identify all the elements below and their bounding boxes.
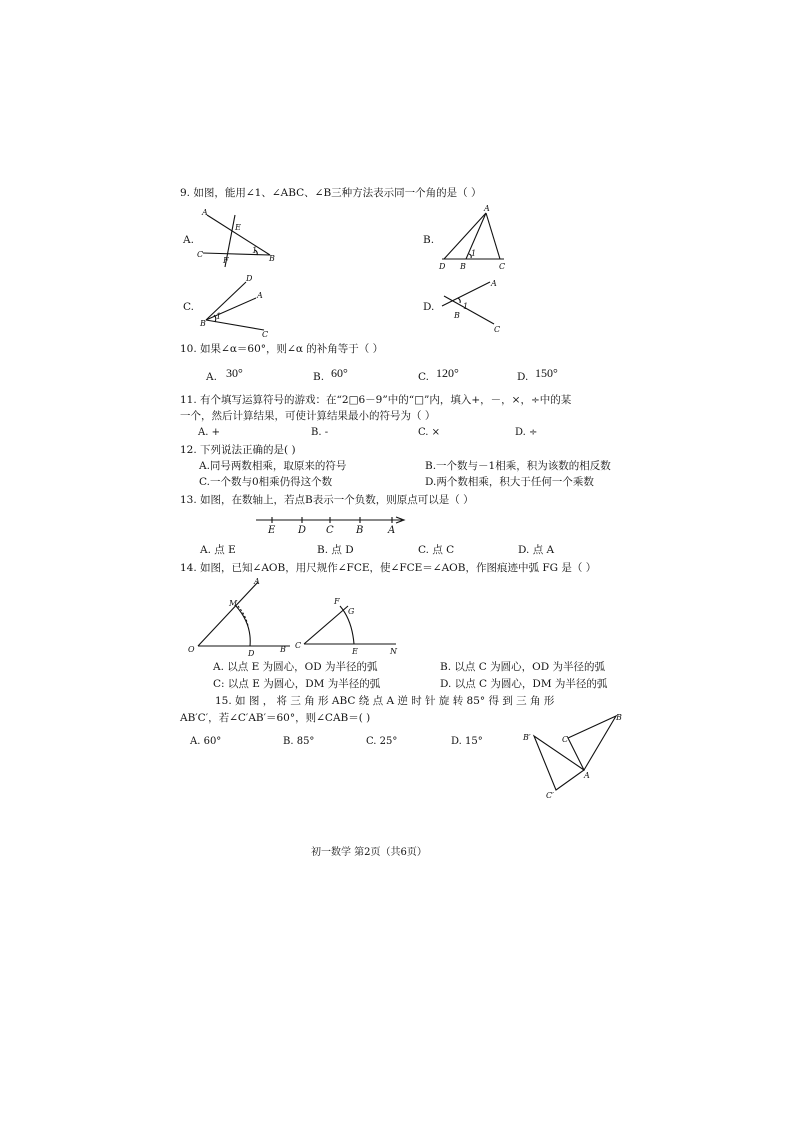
label-d: D <box>248 649 255 658</box>
label-f: F <box>334 597 340 606</box>
label-1: 1 <box>471 249 477 258</box>
q12-option-d: D.两个数相乘，积大于任何一个乘数 <box>425 476 594 488</box>
label-c: C <box>197 250 204 259</box>
page-footer: 初一数学 第2页（共6页） <box>311 847 427 858</box>
q9-stem: 9. 如图，能用∠1、∠ABC、∠B三种方法表示同一个角的是（ ） <box>180 187 482 199</box>
q14-figure-fce <box>292 592 402 658</box>
q10-option-c: C. <box>418 371 429 383</box>
axis-label-a: A <box>388 525 396 536</box>
q10-option-a-value: 30° <box>226 366 243 380</box>
label-c: C <box>499 262 506 271</box>
label-b: B <box>460 262 466 271</box>
label-a: A <box>584 771 590 780</box>
label-f: F <box>223 256 229 265</box>
label-a: A <box>202 208 208 217</box>
label-c: C <box>494 325 501 334</box>
label-e: E <box>352 647 358 656</box>
label-a: A <box>257 291 263 300</box>
q15-line2: AB′C′，若∠C′AB′＝60°，则∠CAB＝( ) <box>180 712 371 724</box>
q15-option-c: C. 25° <box>366 736 398 747</box>
q13-option-c: C. 点 C <box>418 544 455 556</box>
label-b: B <box>200 319 206 328</box>
q15-option-a: A. 60° <box>190 736 222 747</box>
q9-option-d: D. <box>423 301 435 313</box>
q9-figure-d <box>438 280 518 340</box>
axis-label-b: B <box>356 525 364 536</box>
q13-option-d: D. 点 A <box>518 544 555 556</box>
q9-option-b: B. <box>423 234 435 246</box>
q14-figure-aob <box>186 576 296 658</box>
q9-figure-c <box>198 272 288 342</box>
label-m: M <box>229 599 238 608</box>
q9-option-c: C. <box>183 301 194 313</box>
q14-option-d: D. 以点 C 为圆心，DM 为半径的弧 <box>440 678 608 690</box>
label-d: D <box>246 274 253 283</box>
label-b: B <box>616 713 622 722</box>
label-c: C <box>262 330 269 339</box>
label-e: E <box>235 223 241 232</box>
label-b: B <box>454 311 460 320</box>
label-b-prime: B′ <box>523 733 531 742</box>
q9-figure-b <box>438 203 518 273</box>
q14-option-a: A. 以点 E 为圆心，OD 为半径的弧 <box>213 661 378 673</box>
q11-option-d: D. ÷ <box>515 427 538 438</box>
label-b: B <box>280 645 286 654</box>
label-c-prime: C′ <box>546 791 554 800</box>
q13-number-line <box>252 512 412 540</box>
q15-option-d: D. 15° <box>451 736 483 747</box>
label-d: D <box>439 262 446 271</box>
q13-option-a: A. 点 E <box>200 544 236 556</box>
q10-option-c-value: 120° <box>436 366 459 380</box>
label-a: A <box>254 577 260 586</box>
q14-option-c: C: 以点 E 为圆心，DM 为半径的弧 <box>213 678 381 690</box>
label-g: G <box>348 607 355 616</box>
label-1: 1 <box>216 312 222 321</box>
q13-stem: 13. 如图，在数轴上，若点B表示一个负数，则原点可以是（ ） <box>180 494 474 506</box>
q13-option-b: B. 点 D <box>317 544 354 556</box>
q9-option-a: A. <box>183 234 194 246</box>
q12-option-a: A.同号两数相乘，取原来的符号 <box>199 460 347 472</box>
q11-line2: 一个，然后计算结果，可使计算结果最小的符号为（ ） <box>180 410 436 422</box>
axis-label-e: E <box>268 525 276 536</box>
q12-option-c: C.一个数与0相乘仍得这个数 <box>199 476 333 488</box>
q11-option-b: B. - <box>311 427 329 438</box>
label-b: B <box>269 254 275 263</box>
label-n: N <box>390 647 397 656</box>
axis-label-c: C <box>326 525 334 536</box>
label-o: O <box>188 645 195 654</box>
q10-option-b: B. <box>313 371 325 383</box>
label-1: 1 <box>463 302 469 311</box>
q15-option-b: B. 85° <box>283 736 315 747</box>
q11-option-a: A. + <box>198 427 220 438</box>
q15-line1: 15. 如 图 ， 将 三 角 形 ABC 绕 点 A 逆 时 针 旋 转 85° 得 到 三 角 形 <box>215 695 555 707</box>
q12-option-b: B.一个数与－1相乘，积为该数的相反数 <box>425 460 611 472</box>
label-c: C <box>562 735 569 744</box>
q14-option-b: B. 以点 C 为圆心，OD 为半径的弧 <box>440 661 605 673</box>
q10-option-d-value: 150° <box>535 366 558 380</box>
label-a: A <box>484 204 490 213</box>
label-a: A <box>491 279 497 288</box>
label-c: C <box>295 641 302 650</box>
axis-label-d: D <box>298 525 307 536</box>
q10-option-b-value: 60° <box>331 366 348 380</box>
q12-stem: 12. 下列说法正确的是( ) <box>180 444 296 456</box>
q11-line1: 11. 有个填写运算符号的游戏：在“2□6－9”中的“□”内，填入+，－，×，÷中的某 <box>180 394 572 406</box>
q11-option-c: C. × <box>418 427 441 438</box>
label-1: 1 <box>252 246 258 255</box>
q10-option-a: A. <box>206 371 217 383</box>
q9-figure-a <box>195 205 285 275</box>
q14-stem: 14. 如图，已知∠AOB，用尺规作∠FCE，使∠FCE＝∠AOB，作图痕迹中弧 FG 是（ ） <box>180 562 597 574</box>
q10-stem: 10. 如果∠α＝60°，则∠α 的补角等于（ ） <box>180 343 384 355</box>
q10-option-d: D. <box>517 371 529 383</box>
q15-rotation-figure <box>518 706 630 802</box>
